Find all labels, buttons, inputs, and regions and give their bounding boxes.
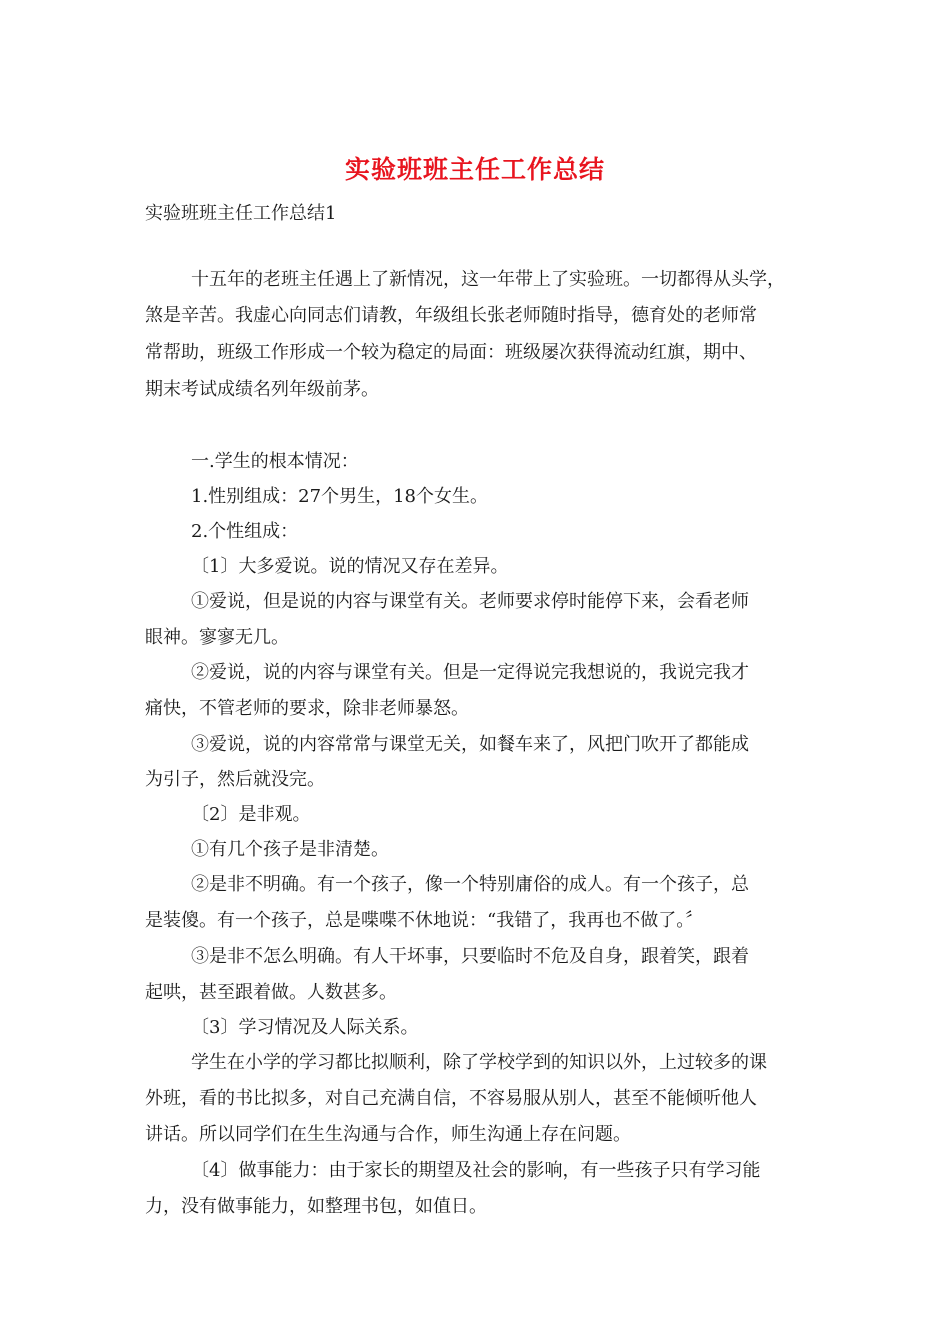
paragraph-line: 力，没有做事能力，如整理书包，如值日。: [145, 1196, 487, 1217]
paragraph-line: 〔2〕是非观。: [191, 804, 311, 825]
section-heading: 一.学生的根本情况：: [191, 451, 359, 472]
paragraph-line: 学生在小学的学习都比拟顺利，除了学校学到的知识以外，上过较多的课: [191, 1052, 767, 1073]
document-subtitle: 实验班班主任工作总结1: [145, 203, 337, 224]
paragraph-line: 常帮助，班级工作形成一个较为稳定的局面：班级屡次获得流动红旗，期中、: [145, 342, 757, 363]
paragraph-line: ②爱说，说的内容与课堂有关。但是一定得说完我想说的，我说完我才: [191, 662, 749, 683]
paragraph-line: 期末考试成绩名列年级前茅。: [145, 379, 379, 400]
paragraph-line: 为引子，然后就没完。: [145, 769, 325, 790]
paragraph-line: 是装傻。有一个孩子，总是喋喋不休地说：“我错了，我再也不做了。〞: [145, 910, 704, 931]
paragraph-line: ②是非不明确。有一个孩子，像一个特别庸俗的成人。有一个孩子，总: [191, 874, 749, 895]
paragraph-line: 2.个性组成：: [191, 521, 299, 542]
paragraph-line: 外班，看的书比拟多，对自己充满自信，不容易服从别人，甚至不能倾听他人: [145, 1088, 757, 1109]
paragraph-line: ③爱说，说的内容常常与课堂无关，如餐车来了，风把门吹开了都能成: [191, 734, 749, 755]
paragraph-line: 1.性别组成：27个男生，18个女生。: [191, 486, 488, 507]
paragraph-line: ①爱说，但是说的内容与课堂有关。老师要求停时能停下来，会看老师: [191, 591, 749, 612]
paragraph-line: 煞是辛苦。我虚心向同志们请教，年级组长张老师随时指导，德育处的老师常: [145, 305, 757, 326]
paragraph-line: ③是非不怎么明确。有人干坏事，只要临时不危及自身，跟着笑，跟着: [191, 946, 749, 967]
paragraph-line: 痛快，不管老师的要求，除非老师暴怒。: [145, 698, 469, 719]
paragraph-line: 起哄，甚至跟着做。人数甚多。: [145, 982, 397, 1003]
paragraph-line: 眼神。寥寥无几。: [145, 627, 289, 648]
paragraph-line: 〔3〕学习情况及人际关系。: [191, 1017, 419, 1038]
document-title: 实验班班主任工作总结: [344, 155, 605, 184]
paragraph-line: ①有几个孩子是非清楚。: [191, 839, 389, 860]
paragraph-line: 讲话。所以同学们在生生沟通与合作，师生沟通上存在问题。: [145, 1124, 631, 1145]
paragraph-line: 〔4〕做事能力：由于家长的期望及社会的影响，有一些孩子只有学习能: [191, 1160, 761, 1181]
paragraph-line: 十五年的老班主任遇上了新情况，这一年带上了实验班。一切都得从头学，: [191, 269, 785, 290]
paragraph-line: 〔1〕大多爱说。说的情况又存在差异。: [191, 556, 509, 577]
